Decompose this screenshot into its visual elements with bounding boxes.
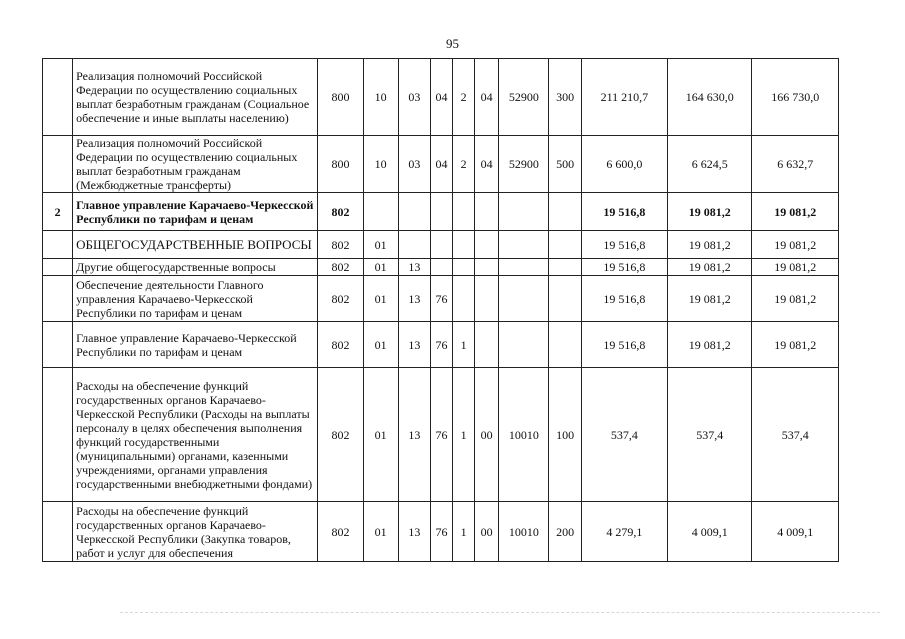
amount-year3-cell: 19 081,2 <box>752 193 839 231</box>
subsection-code-cell: 13 <box>398 368 430 502</box>
target-article-part4-cell <box>499 322 549 368</box>
amount-year3-cell: 19 081,2 <box>752 259 839 276</box>
grbs-code-cell: 802 <box>318 322 363 368</box>
row-number-cell <box>43 136 73 193</box>
expense-type-cell <box>549 231 581 259</box>
table-row <box>43 322 839 368</box>
table-row <box>43 502 839 562</box>
amount-year2-cell: 19 081,2 <box>668 231 752 259</box>
table-row <box>43 136 839 193</box>
amount-year2-cell: 4 009,1 <box>668 502 752 562</box>
section-code-cell: 10 <box>363 59 398 136</box>
amount-year1-cell: 19 516,8 <box>581 231 667 259</box>
subsection-code-cell: 13 <box>398 502 430 562</box>
row-number-cell <box>43 322 73 368</box>
amount-year2-cell: 19 081,2 <box>668 322 752 368</box>
grbs-code-cell: 802 <box>318 231 363 259</box>
row-name-cell: Главное управление Карачаево-Черкесской Республики по тарифам и ценам <box>73 322 318 368</box>
row-name-cell: Расходы на обеспечение функций государственных органов Карачаево-Черкесской Республики (Расходы на выплаты персоналу в целях обеспечения выполнения функций государственными (муниципальными) органами, казенными учреждениями, органами управления государственными внебюджетными фондами) <box>73 368 318 502</box>
expense-type-cell <box>549 193 581 231</box>
target-article-part3-cell <box>475 193 499 231</box>
target-article-part2-cell: 1 <box>453 322 475 368</box>
subsection-code-cell: 13 <box>398 276 430 322</box>
target-article-part4-cell: 10010 <box>499 368 549 502</box>
row-number-cell <box>43 231 73 259</box>
table-body <box>43 59 839 562</box>
target-article-part1-cell: 04 <box>430 59 452 136</box>
row-name-cell: Другие общегосударственные вопросы <box>73 259 318 276</box>
section-code-cell: 01 <box>363 231 398 259</box>
target-article-part4-cell: 10010 <box>499 502 549 562</box>
target-article-part2-cell: 1 <box>453 368 475 502</box>
target-article-part3-cell <box>475 276 499 322</box>
target-article-part3-cell <box>475 322 499 368</box>
table-row <box>43 231 839 259</box>
grbs-code-cell: 802 <box>318 276 363 322</box>
grbs-code-cell: 802 <box>318 502 363 562</box>
target-article-part1-cell <box>430 193 452 231</box>
target-article-part4-cell: 52900 <box>499 136 549 193</box>
target-article-part1-cell <box>430 259 452 276</box>
target-article-part1-cell: 76 <box>430 368 452 502</box>
amount-year3-cell: 6 632,7 <box>752 136 839 193</box>
expense-type-cell: 500 <box>549 136 581 193</box>
target-article-part2-cell: 1 <box>453 502 475 562</box>
target-article-part4-cell <box>499 259 549 276</box>
section-code-cell: 01 <box>363 368 398 502</box>
amount-year1-cell: 19 516,8 <box>581 276 667 322</box>
subsection-code-cell: 13 <box>398 259 430 276</box>
subsection-code-cell <box>398 231 430 259</box>
scan-artifact-line <box>120 612 880 613</box>
target-article-part2-cell <box>453 259 475 276</box>
row-name-cell: Расходы на обеспечение функций государственных органов Карачаево-Черкесской Республики (Закупка товаров, работ и услуг для обеспечения <box>73 502 318 562</box>
expense-type-cell <box>549 322 581 368</box>
amount-year1-cell: 19 516,8 <box>581 259 667 276</box>
amount-year1-cell: 6 600,0 <box>581 136 667 193</box>
target-article-part1-cell: 76 <box>430 322 452 368</box>
amount-year3-cell: 166 730,0 <box>752 59 839 136</box>
row-number-cell <box>43 502 73 562</box>
target-article-part3-cell <box>475 259 499 276</box>
amount-year1-cell: 537,4 <box>581 368 667 502</box>
grbs-code-cell: 800 <box>318 136 363 193</box>
row-number-cell <box>43 276 73 322</box>
expense-type-cell <box>549 276 581 322</box>
table-row <box>43 276 839 322</box>
expense-type-cell: 200 <box>549 502 581 562</box>
amount-year1-cell: 19 516,8 <box>581 322 667 368</box>
row-number-cell <box>43 259 73 276</box>
section-code-cell <box>363 193 398 231</box>
row-name-cell: Обеспечение деятельности Главного управления Карачаево-Черкесской Республики по тарифам и ценам <box>73 276 318 322</box>
amount-year3-cell: 4 009,1 <box>752 502 839 562</box>
section-code-cell: 10 <box>363 136 398 193</box>
row-name-cell: Главное управление Карачаево-Черкесской Республики по тарифам и ценам <box>73 193 318 231</box>
amount-year2-cell: 164 630,0 <box>668 59 752 136</box>
expense-type-cell <box>549 259 581 276</box>
target-article-part3-cell: 04 <box>475 59 499 136</box>
row-name-cell: Реализация полномочий Российской Федерации по осуществлению социальных выплат безработным гражданам (Социальное обеспечение и иные выплаты населению) <box>73 59 318 136</box>
section-code-cell: 01 <box>363 276 398 322</box>
target-article-part3-cell: 00 <box>475 502 499 562</box>
row-name-cell: ОБЩЕГОСУДАРСТВЕННЫЕ ВОПРОСЫ <box>73 231 318 259</box>
expense-type-cell: 300 <box>549 59 581 136</box>
amount-year2-cell: 6 624,5 <box>668 136 752 193</box>
amount-year2-cell: 19 081,2 <box>668 259 752 276</box>
target-article-part3-cell: 04 <box>475 136 499 193</box>
subsection-code-cell: 13 <box>398 322 430 368</box>
amount-year3-cell: 19 081,2 <box>752 322 839 368</box>
target-article-part3-cell <box>475 231 499 259</box>
target-article-part2-cell <box>453 193 475 231</box>
target-article-part1-cell: 04 <box>430 136 452 193</box>
grbs-code-cell: 802 <box>318 193 363 231</box>
target-article-part1-cell <box>430 231 452 259</box>
grbs-code-cell: 802 <box>318 368 363 502</box>
target-article-part4-cell <box>499 193 549 231</box>
amount-year3-cell: 19 081,2 <box>752 276 839 322</box>
target-article-part4-cell <box>499 276 549 322</box>
target-article-part4-cell <box>499 231 549 259</box>
target-article-part2-cell <box>453 276 475 322</box>
amount-year3-cell: 19 081,2 <box>752 231 839 259</box>
target-article-part2-cell <box>453 231 475 259</box>
table-row <box>43 368 839 502</box>
table-row <box>43 59 839 136</box>
section-code-cell: 01 <box>363 259 398 276</box>
grbs-code-cell: 800 <box>318 59 363 136</box>
target-article-part1-cell: 76 <box>430 276 452 322</box>
table-row <box>43 193 839 231</box>
row-number-cell: 2 <box>43 193 73 231</box>
budget-table <box>42 58 839 562</box>
subsection-code-cell <box>398 193 430 231</box>
page-number: 95 <box>446 36 459 51</box>
amount-year2-cell: 19 081,2 <box>668 276 752 322</box>
expense-type-cell: 100 <box>549 368 581 502</box>
target-article-part2-cell: 2 <box>453 136 475 193</box>
subsection-code-cell: 03 <box>398 136 430 193</box>
amount-year1-cell: 4 279,1 <box>581 502 667 562</box>
amount-year2-cell: 19 081,2 <box>668 193 752 231</box>
amount-year1-cell: 211 210,7 <box>581 59 667 136</box>
target-article-part1-cell: 76 <box>430 502 452 562</box>
row-number-cell <box>43 59 73 136</box>
row-name-cell: Реализация полномочий Российской Федерации по осуществлению социальных выплат безработным гражданам (Межбюджетные трансферты) <box>73 136 318 193</box>
target-article-part4-cell: 52900 <box>499 59 549 136</box>
amount-year2-cell: 537,4 <box>668 368 752 502</box>
grbs-code-cell: 802 <box>318 259 363 276</box>
section-code-cell: 01 <box>363 322 398 368</box>
subsection-code-cell: 03 <box>398 59 430 136</box>
row-number-cell <box>43 368 73 502</box>
amount-year1-cell: 19 516,8 <box>581 193 667 231</box>
table-row <box>43 259 839 276</box>
amount-year3-cell: 537,4 <box>752 368 839 502</box>
target-article-part2-cell: 2 <box>453 59 475 136</box>
section-code-cell: 01 <box>363 502 398 562</box>
target-article-part3-cell: 00 <box>475 368 499 502</box>
